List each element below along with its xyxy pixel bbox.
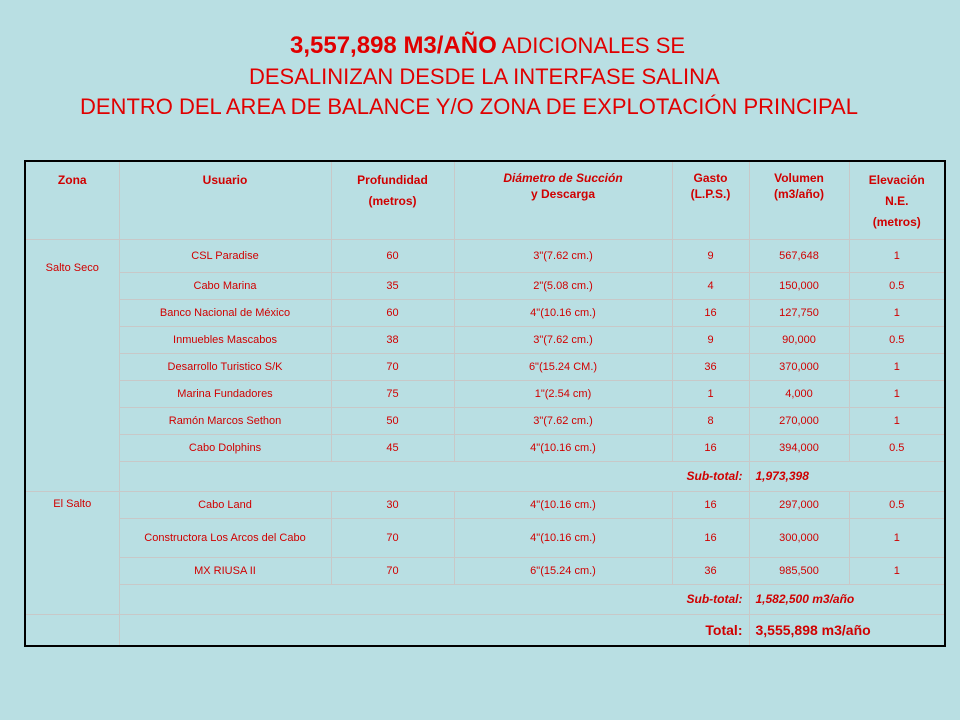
profundidad-cell: 30 <box>331 491 454 518</box>
gasto-cell: 4 <box>672 272 749 299</box>
diametro-cell: 3"(7.62 cm.) <box>454 326 672 353</box>
profundidad-cell: 70 <box>331 518 454 557</box>
col-usuario: Usuario <box>119 161 331 239</box>
table-row <box>25 272 945 299</box>
usuario-cell: Cabo Marina <box>119 272 331 299</box>
diametro-cell: 4"(10.16 cm.) <box>454 434 672 461</box>
diametro-cell: 1"(2.54 cm) <box>454 380 672 407</box>
table-row <box>25 491 945 518</box>
total-label: Total: <box>119 614 749 646</box>
col-gasto: Gasto (L.P.S.) <box>672 161 749 239</box>
table-row <box>25 380 945 407</box>
table-row <box>25 434 945 461</box>
zone-el-salto <box>25 491 945 614</box>
diametro-cell: 6"(15.24 cm.) <box>454 557 672 584</box>
elevacion-cell: 1 <box>849 299 945 326</box>
elevacion-cell: 1 <box>849 239 945 272</box>
title-volume: 3,557,898 M3/AÑO <box>290 32 497 59</box>
volumen-cell: 567,648 <box>749 239 849 272</box>
total-row <box>25 614 945 646</box>
profundidad-cell: 45 <box>331 434 454 461</box>
col-elevacion: Elevación N.E. (metros) <box>849 161 945 239</box>
table-row <box>25 518 945 557</box>
zone-name: El Salto <box>25 491 119 614</box>
diametro-cell: 4"(10.16 cm.) <box>454 299 672 326</box>
subtotal-value: 1,582,500 m3/año <box>749 584 945 614</box>
profundidad-cell: 60 <box>331 299 454 326</box>
profundidad-cell: 70 <box>331 557 454 584</box>
usuario-cell: Ramón Marcos Sethon <box>119 407 331 434</box>
col-profundidad: Profundidad (metros) <box>331 161 454 239</box>
volumen-cell: 297,000 <box>749 491 849 518</box>
volumen-cell: 90,000 <box>749 326 849 353</box>
gasto-cell: 16 <box>672 518 749 557</box>
usuario-cell: Cabo Land <box>119 491 331 518</box>
subtotal-row <box>25 461 945 491</box>
profundidad-cell: 70 <box>331 353 454 380</box>
subtotal-label: Sub-total: <box>119 461 749 491</box>
volumen-cell: 394,000 <box>749 434 849 461</box>
volumen-cell: 370,000 <box>749 353 849 380</box>
elevacion-cell: 0.5 <box>849 272 945 299</box>
table-row <box>25 239 945 272</box>
subtotal-label: Sub-total: <box>119 584 749 614</box>
diametro-cell: 3"(7.62 cm.) <box>454 239 672 272</box>
profundidad-cell: 60 <box>331 239 454 272</box>
usuario-cell: Marina Fundadores <box>119 380 331 407</box>
profundidad-cell: 38 <box>331 326 454 353</box>
diametro-cell: 4"(10.16 cm.) <box>454 518 672 557</box>
usuario-cell: Desarrollo Turistico S/K <box>119 353 331 380</box>
gasto-cell: 9 <box>672 326 749 353</box>
elevacion-cell: 1 <box>849 557 945 584</box>
volumen-cell: 127,750 <box>749 299 849 326</box>
elevacion-cell: 1 <box>849 407 945 434</box>
gasto-cell: 9 <box>672 239 749 272</box>
subtotal-row <box>25 584 945 614</box>
gasto-cell: 36 <box>672 557 749 584</box>
table-row <box>25 299 945 326</box>
table-row <box>25 326 945 353</box>
diametro-cell: 2"(5.08 cm.) <box>454 272 672 299</box>
table-header-row <box>25 161 945 239</box>
usuario-cell: MX RIUSA II <box>119 557 331 584</box>
wells-table <box>24 160 946 647</box>
gasto-cell: 16 <box>672 491 749 518</box>
elevacion-cell: 1 <box>849 353 945 380</box>
gasto-cell: 16 <box>672 299 749 326</box>
volumen-cell: 985,500 <box>749 557 849 584</box>
profundidad-cell: 35 <box>331 272 454 299</box>
profundidad-cell: 50 <box>331 407 454 434</box>
volumen-cell: 270,000 <box>749 407 849 434</box>
diametro-cell: 3"(7.62 cm.) <box>454 407 672 434</box>
col-diametro: Diámetro de Succión y Descarga <box>454 161 672 239</box>
title-line-1 <box>290 32 685 60</box>
profundidad-cell: 75 <box>331 380 454 407</box>
diametro-cell: 4"(10.16 cm.) <box>454 491 672 518</box>
title-line-1-rest: ADICIONALES SE <box>496 33 686 58</box>
col-zona: Zona <box>25 161 119 239</box>
title-line-3: DENTRO DEL AREA DE BALANCE Y/O ZONA DE EXPLOTACIÓN PRINCIPAL <box>80 94 858 119</box>
total-value: 3,555,898 m3/año <box>749 614 945 646</box>
volumen-cell: 300,000 <box>749 518 849 557</box>
zone-salto-seco <box>25 239 945 491</box>
elevacion-cell: 1 <box>849 380 945 407</box>
usuario-cell: Constructora Los Arcos del Cabo <box>119 518 331 557</box>
diametro-cell: 6"(15.24 CM.) <box>454 353 672 380</box>
table-row <box>25 557 945 584</box>
subtotal-value: 1,973,398 <box>749 461 945 491</box>
gasto-cell: 36 <box>672 353 749 380</box>
table-row <box>25 407 945 434</box>
elevacion-cell: 0.5 <box>849 326 945 353</box>
usuario-cell: CSL Paradise <box>119 239 331 272</box>
elevacion-cell: 0.5 <box>849 434 945 461</box>
gasto-cell: 8 <box>672 407 749 434</box>
table-row <box>25 353 945 380</box>
zone-name: Salto Seco <box>25 239 119 491</box>
elevacion-cell: 1 <box>849 518 945 557</box>
gasto-cell: 16 <box>672 434 749 461</box>
elevacion-cell: 0.5 <box>849 491 945 518</box>
gasto-cell: 1 <box>672 380 749 407</box>
usuario-cell: Banco Nacional de México <box>119 299 331 326</box>
title-line-2: DESALINIZAN DESDE LA INTERFASE SALINA <box>249 64 720 89</box>
usuario-cell: Inmuebles Mascabos <box>119 326 331 353</box>
volumen-cell: 150,000 <box>749 272 849 299</box>
col-volumen: Volumen (m3/año) <box>749 161 849 239</box>
volumen-cell: 4,000 <box>749 380 849 407</box>
usuario-cell: Cabo Dolphins <box>119 434 331 461</box>
